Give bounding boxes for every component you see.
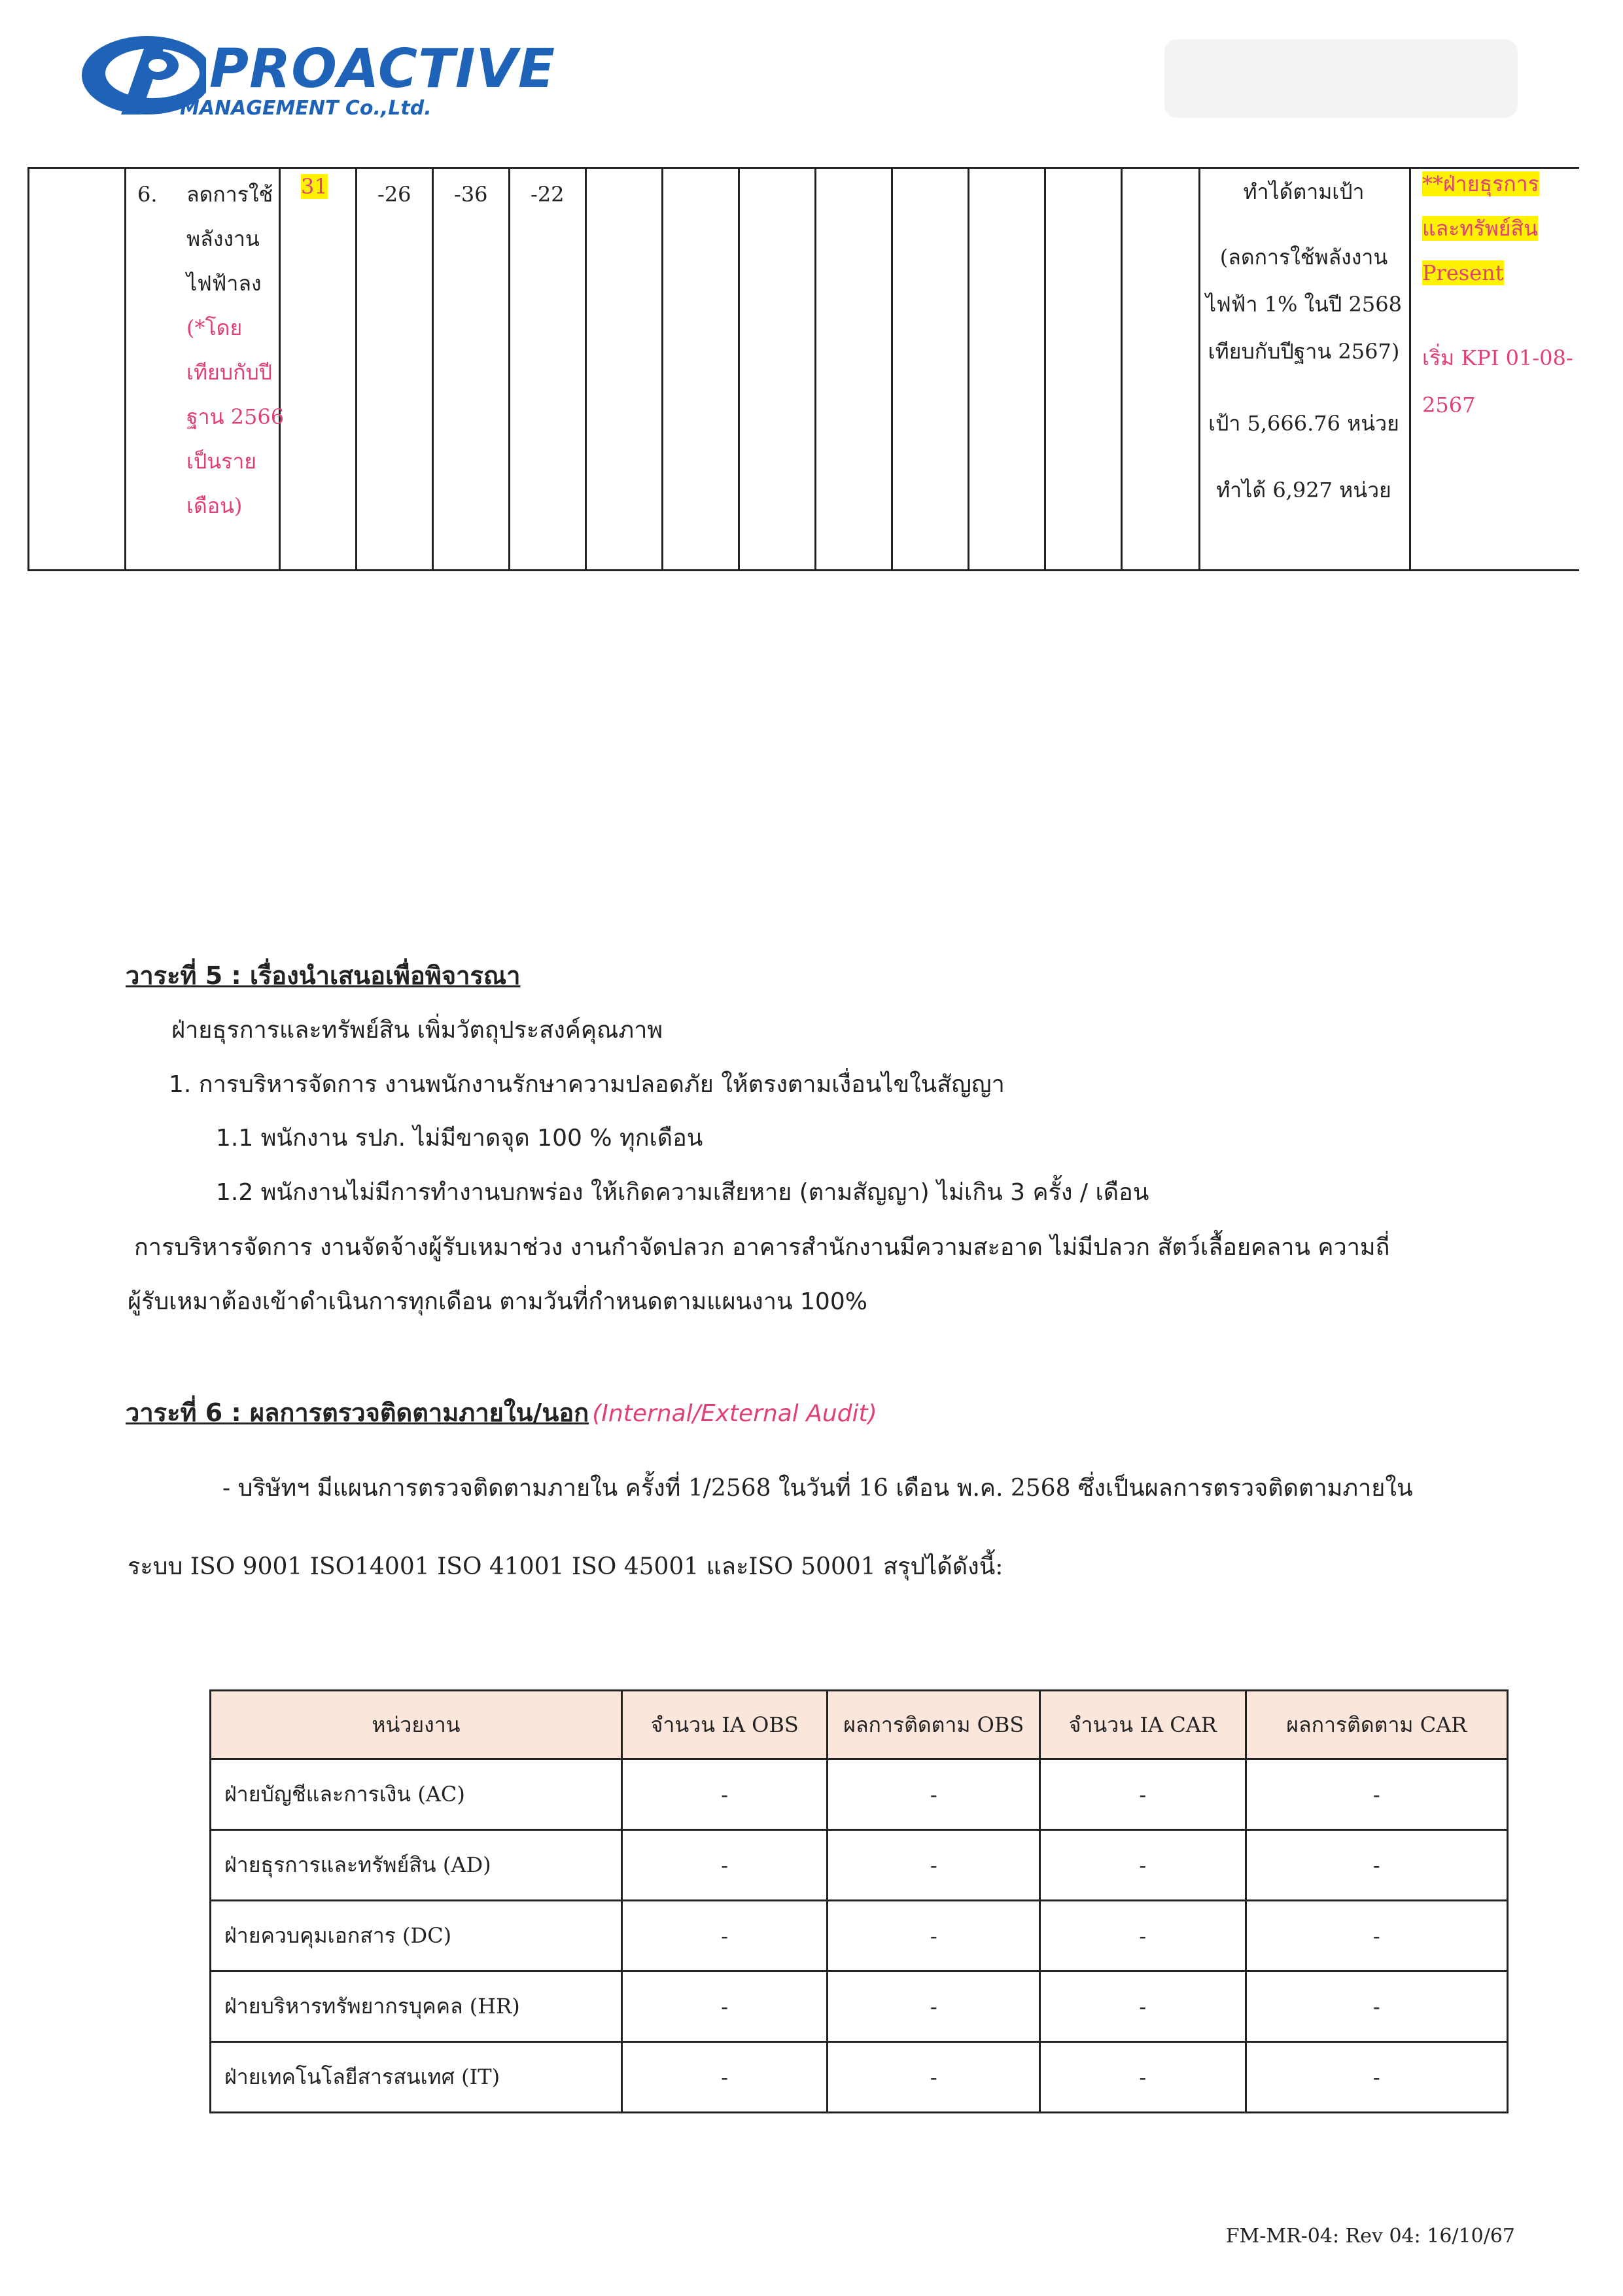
kpi-value: -36 [454, 182, 488, 207]
kpi-title-line: ลดการใช้ [186, 182, 273, 207]
kpi-note-line: เดือน) [186, 493, 243, 518]
agenda5-item-1: 1. การบริหารจัดการ งานพนักงานรักษาความปลอดภัย ให้ตรงตามเงื่อนไขในสัญญา [169, 1071, 1005, 1098]
logo-name: PROACTIVE [209, 38, 555, 100]
agenda5-intro: ฝ่ายธุรการและทรัพย์สิน เพิ่มวัตถุประสงค์คุณภาพ [171, 1017, 663, 1044]
agenda6-line: - บริษัทฯ มีแผนการตรวจติดตามภายใน ครั้งที่ 1/2568 ในวันที่ 16 เดือน พ.ค. 2568 ซึ่งเป็นผลการตรวจติดตามภายใน [222, 1475, 1413, 1502]
department-cell: ฝ่ายเทคโนโลยีสารสนเทศ (IT) [211, 2042, 622, 2113]
table-row [211, 1971, 1508, 2042]
department-cell: ฝ่ายบัญชีและการเงิน (AC) [211, 1759, 622, 1830]
table-cell: - [828, 1759, 1040, 1830]
agenda5-item-1-2: 1.2 พนักงานไม่มีการทำงานบกพร่อง ให้เกิดความเสียหาย (ตามสัญญา) ไม่เกิน 3 ครั้ง / เดือน [216, 1179, 1149, 1206]
table-cell: - [621, 1759, 828, 1830]
result-line: ไฟฟ้า 1% ในปี 2568 [1206, 292, 1402, 317]
column-header: ผลการติดตาม OBS [828, 1691, 1040, 1759]
agenda6-heading-en: (Internal/External Audit) [592, 1400, 877, 1427]
table-header-row [211, 1691, 1508, 1759]
kpi-note-line: เป็นราย [186, 449, 257, 474]
agenda6-line: ระบบ ISO 9001 ISO14001 ISO 41001 ISO 45001 และISO 50001 สรุปได้ดังนี้: [128, 1553, 1003, 1580]
table-cell: - [828, 1830, 1040, 1901]
table-cell: - [621, 1830, 828, 1901]
table-cell: - [1040, 1759, 1246, 1830]
kpi-value [301, 172, 328, 201]
kpi-value: -22 [531, 182, 565, 207]
kpi-title-line: พลังงาน [186, 226, 260, 251]
table-row [211, 1830, 1508, 1901]
column-header: จำนวน IA CAR [1040, 1691, 1246, 1759]
table-cell: - [621, 1971, 828, 2042]
column-header: ผลการติดตาม CAR [1246, 1691, 1507, 1759]
agenda5-heading: วาระที่ 5 : เรื่องนำเสนอเพื่อพิจารณา [126, 961, 521, 990]
kpi-title-line: ไฟฟ้าลง [186, 271, 262, 296]
table-cell: - [1246, 2042, 1507, 2113]
result-line: (ลดการใช้พลังงาน [1219, 245, 1388, 270]
result-line: เทียบกับปีฐาน 2567) [1208, 339, 1400, 364]
start-line: 2567 [1422, 393, 1476, 417]
table-row [211, 1901, 1508, 1971]
document-code-footer: FM-MR-04: Rev 04: 16/10/67 [1225, 2225, 1515, 2248]
owner-line: และทรัพย์สิน [1422, 216, 1538, 241]
kpi-value: -26 [377, 182, 411, 207]
agenda5-item-1-1: 1.1 พนักงาน รปภ. ไม่มีขาดจุด 100 % ทุกเดือน [216, 1125, 703, 1152]
highlighted-value: 31 [301, 174, 328, 199]
department-cell: ฝ่ายควบคุมเอกสาร (DC) [211, 1901, 622, 1971]
logo-subtitle: MANAGEMENT Co.,Ltd. [180, 97, 432, 120]
agenda5-paragraph-line: การบริหารจัดการ งานจัดจ้างผู้รับเหมาช่วง งานกำจัดปลวก อาคารสำนักงานมีความสะอาด ไม่มีปลวก สัตว์เลื้อยคลาน ความถี่ [134, 1234, 1390, 1261]
department-cell: ฝ่ายบริหารทรัพยากรบุคคล (HR) [211, 1971, 622, 2042]
table-bottom-border [27, 569, 1579, 571]
table-cell: - [1040, 1830, 1246, 1901]
result-line: ทำได้ตามเป้า [1243, 179, 1365, 204]
table-cell: - [1246, 1759, 1507, 1830]
start-line: เริ่ม KPI 01-08- [1422, 345, 1573, 370]
table-row [211, 2042, 1508, 2113]
table-cell: - [1246, 1971, 1507, 2042]
table-cell: - [1246, 1901, 1507, 1971]
table-cell: - [1040, 1971, 1246, 2042]
audit-results-table [209, 1689, 1509, 2113]
kpi-note-line: (*โดย [186, 315, 243, 340]
kpi-table [27, 167, 1579, 571]
table-cell: - [1040, 1901, 1246, 1971]
owner-line: Present [1422, 260, 1504, 285]
agenda6-heading: วาระที่ 6 : ผลการตรวจติดตามภายใน/นอก [126, 1398, 589, 1427]
company-logo [75, 26, 555, 124]
agenda6-heading-row [126, 1392, 877, 1432]
table-cell: - [621, 1901, 828, 1971]
table-cell: - [828, 1901, 1040, 1971]
table-cell: - [621, 2042, 828, 2113]
result-line: ทำได้ 6,927 หน่วย [1216, 478, 1391, 503]
table-cell: - [828, 2042, 1040, 2113]
column-header: จำนวน IA OBS [621, 1691, 828, 1759]
kpi-note-line: ฐาน 2566 [186, 404, 285, 429]
table-top-border [27, 167, 1579, 169]
table-cell: - [1246, 1830, 1507, 1901]
table-row [211, 1759, 1508, 1830]
department-cell: ฝ่ายธุรการและทรัพย์สิน (AD) [211, 1830, 622, 1901]
agenda5-paragraph-line: ผู้รับเหมาต้องเข้าดำเนินการทุกเดือน ตามวันที่กำหนดตามแผนงาน 100% [128, 1288, 867, 1315]
owner-line: **ฝ่ายธุรการ [1422, 171, 1539, 196]
column-header: หน่วยงาน [211, 1691, 622, 1759]
table-cell: - [1040, 2042, 1246, 2113]
table-cell: - [828, 1971, 1040, 2042]
result-line: เป้า 5,666.76 หน่วย [1208, 411, 1399, 436]
faded-watermark [1164, 39, 1518, 118]
row-number: 6. [137, 182, 158, 207]
kpi-note-line: เทียบกับปี [186, 360, 273, 385]
